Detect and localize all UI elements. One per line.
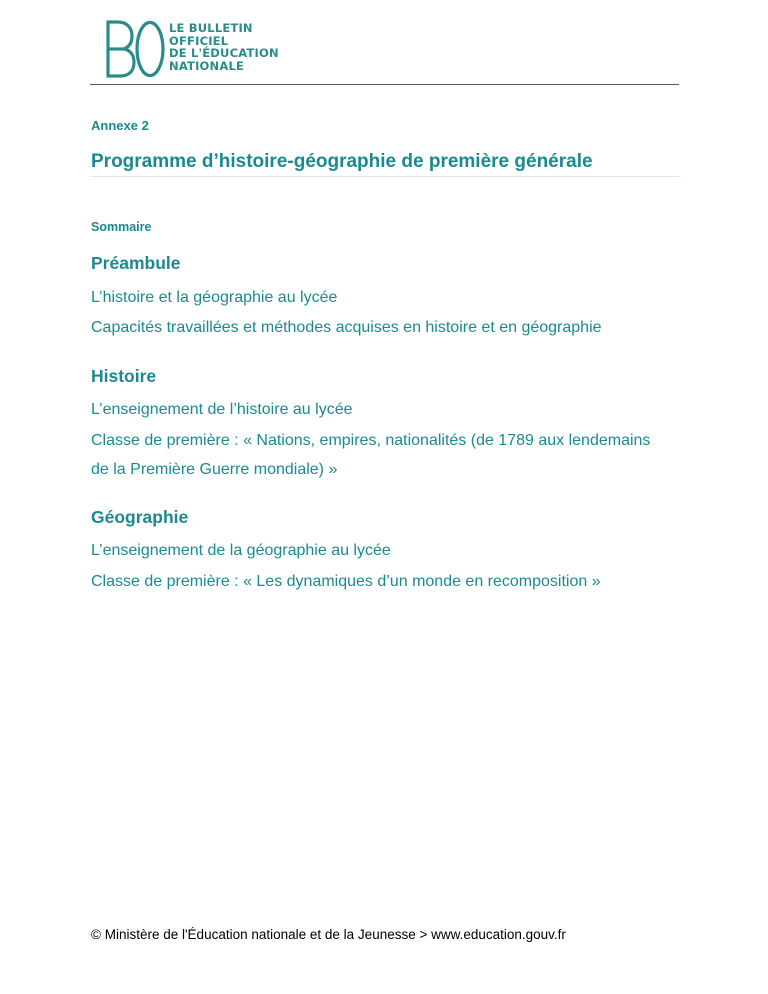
section-heading-geographie[interactable]: Géographie <box>91 507 189 527</box>
annexe-label: Annexe 2 <box>91 118 149 133</box>
toc-link[interactable]: L’histoire et la géographie au lycée <box>91 289 338 306</box>
page-title: Programme d’histoire-géographie de première générale <box>91 151 593 172</box>
logo-line: LE BULLETIN <box>169 21 253 35</box>
toc-link[interactable]: Classe de première : « Nations, empires, nationalités (de 1789 aux lendemains de la Première Guerre mondiale) » <box>91 432 651 478</box>
sommaire-label: Sommaire <box>91 220 152 234</box>
bo-logo-wordmark <box>169 22 279 72</box>
logo-line: DE L'ÉDUCATION <box>169 46 279 60</box>
toc-link[interactable]: Capacités travaillées et méthodes acquises en histoire et en géographie <box>91 319 602 336</box>
header-divider <box>90 84 679 85</box>
title-divider <box>90 176 679 177</box>
bo-logo <box>104 18 304 78</box>
toc-link[interactable]: L’enseignement de l’histoire au lycée <box>91 401 353 418</box>
section-heading-preambule[interactable]: Préambule <box>91 253 181 273</box>
logo-line: NATIONALE <box>169 58 245 73</box>
toc-link[interactable]: Classe de première : « Les dynamiques d’un monde en recomposition » <box>91 573 601 590</box>
section-heading-histoire[interactable]: Histoire <box>91 366 157 386</box>
toc-link[interactable]: L’enseignement de la géographie au lycée <box>91 542 391 559</box>
logo-line: OFFICIEL <box>169 33 229 48</box>
footer-copyright: © Ministère de l'Éducation nationale et de la Jeunesse > www.education.gouv.fr <box>91 927 566 942</box>
bo-logo-mark <box>104 20 166 78</box>
